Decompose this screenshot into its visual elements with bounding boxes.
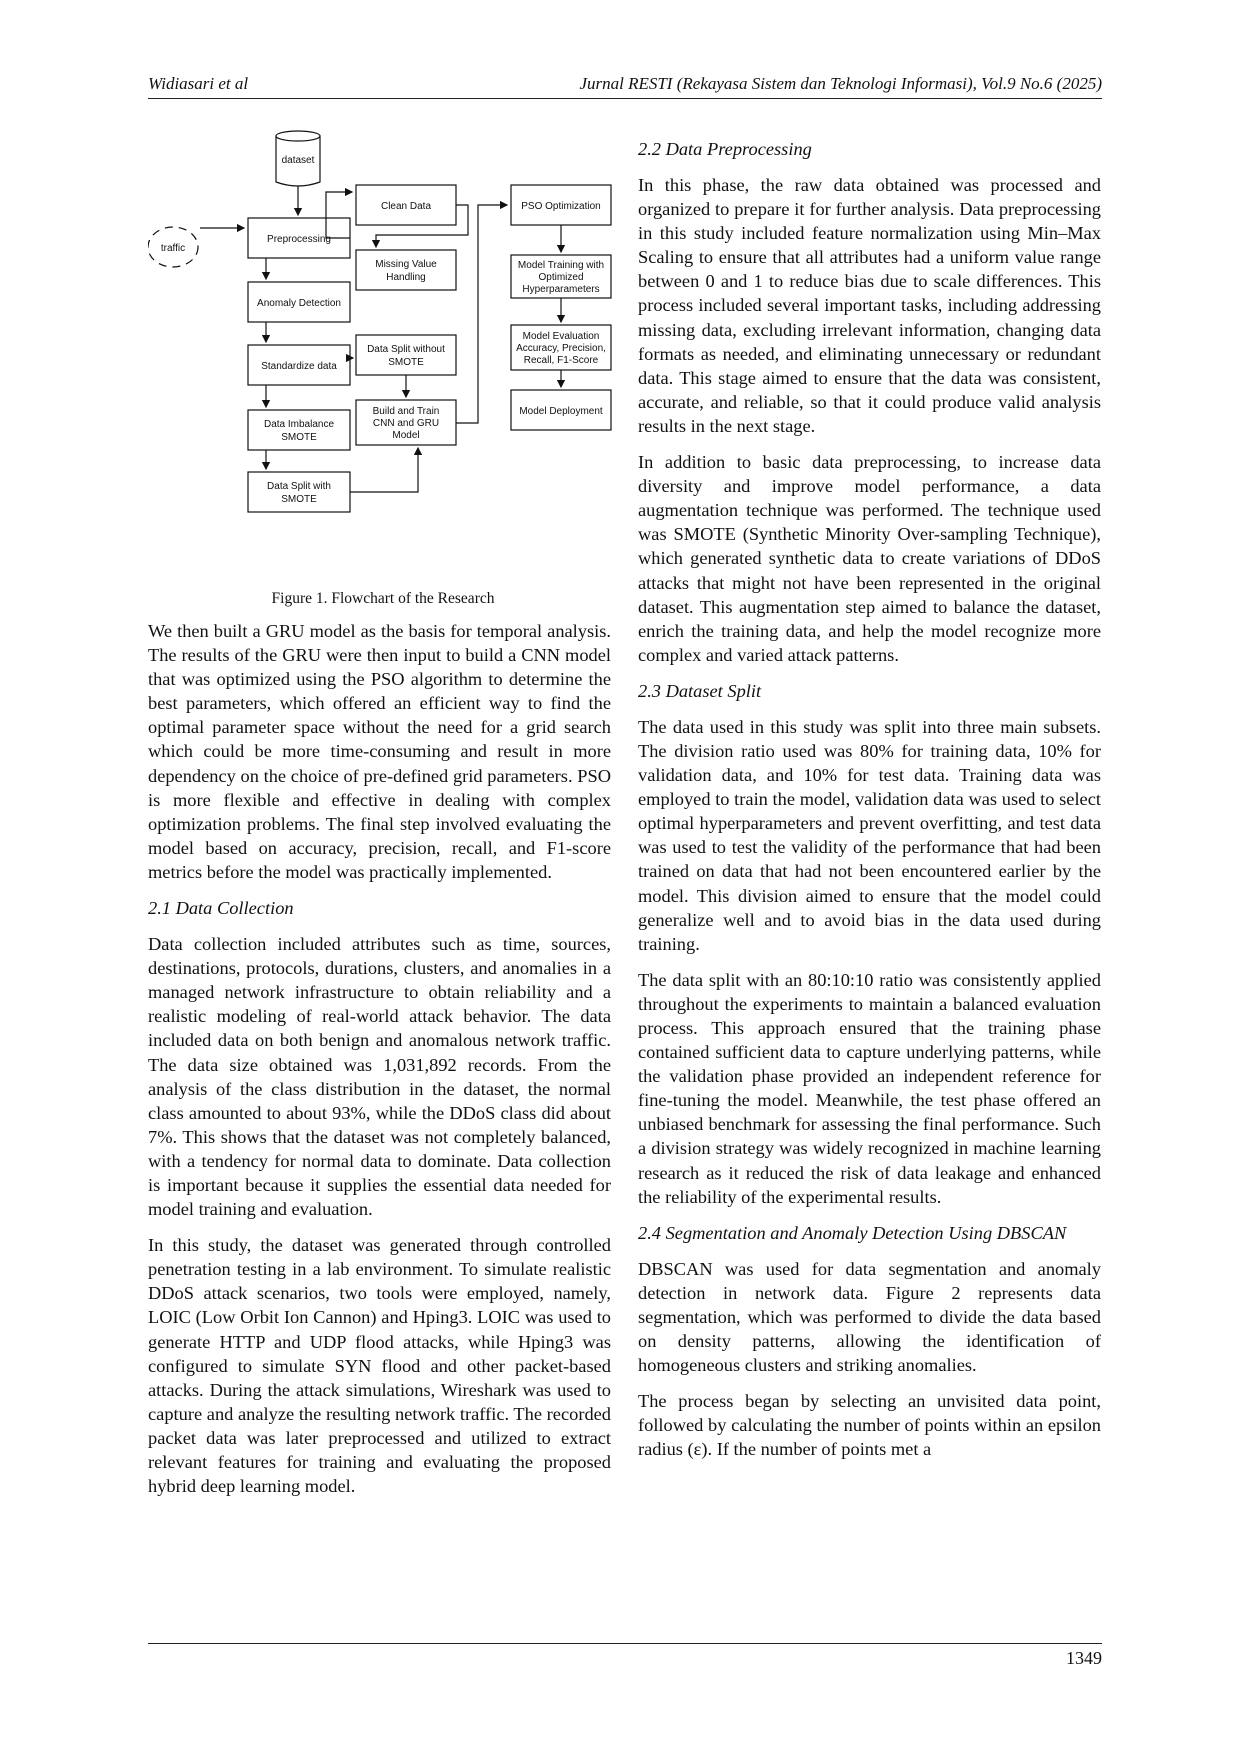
paragraph: In this phase, the raw data obtained was processed and organized to prepare it for further analysis. Data preprocessing in this study included feature normalization using Min–Max Scaling to ensure that all attributes had a uniform value range between 0 and 1 to reduce bias due to scale differences. This process included several important tasks, including addressing missing data, excluding irrelevant information, changing data formats as needed, and eliminating unnecessary or redundant data. This stage aimed to ensure that the data was consistent, accurate, and reliable, so that it could produce valid analysis results in the next stage. — [638, 175, 1101, 436]
paragraph: We then built a GRU model as the basis for temporal analysis. The results of the GRU were then input to build a CNN model that was optimized using the PSO algorithm to determine the best parameters, which offered an efficient way to find the optimal parameter space without the need for a grid search which could be more time-consuming and result in more dependency on the choice of pre-defined grid parameters. PSO is more flexible and effective in dealing with complex optimization problems. The final step involved evaluating the model based on accuracy, precision, recall, and F1-score metrics before the model was practically implemented. — [148, 621, 611, 882]
paragraph: The data split with an 80:10:10 ratio was consistently applied throughout the experiments to maintain a balanced evaluation process. This approach ensured that the training phase contained sufficient data to capture underlying patterns, while the validation phase provided an independent reference for fine-tuning the model. Meanwhile, the test phase offered an unbiased benchmark for assessing the final performance. Such a division strategy was widely recognized in machine learning research as it reduced the risk of data leakage and enhanced the reliability of the experimental results. — [638, 969, 1101, 1207]
box-split-without-smote — [356, 335, 456, 375]
paragraph: The data used in this study was split into three main subsets. The division ratio used was 80% for training data, 10% for validation data, and 10% for test data. Training data was employed to train the model, validation data was used to select optimal hyperparameters and prevent overfitting, and test data was used to test the validity of the performance that had been trained on data that had not been encountered earlier by the model. This division aimed to ensure that the model could generalize well and to avoid bias in the data used during training. — [638, 716, 1101, 954]
box-data-imbalance — [248, 410, 350, 450]
paragraph: Data collection included attributes such as time, sources, destinations, protocols, durations, clusters, and anomalies in a managed network infrastructure to obtain reliability and a realistic modeling of real-world attack behavior. The data included data on both benign and anomalous network traffic. The data size obtained was 1,031,892 records. From the analysis of the class distribution in the dataset, the normal class amounted to about 93%, while the DDoS class did about 7%. This shows that the dataset was not completely balanced, with a tendency for normal data to dominate. Data collection is important because it supplies the essential data needed for model training and evaluation. — [148, 934, 611, 1220]
research-flowchart — [148, 130, 618, 585]
label-split-smote-2: SMOTE — [281, 494, 317, 505]
label-build-3: Model — [392, 430, 420, 441]
section-heading-2-2: 2.2 Data Preprocessing — [638, 139, 812, 159]
label-anomaly-detection: Anomaly Detection — [257, 298, 341, 309]
header-rule — [148, 98, 1102, 99]
running-header-authors: Widiasari et al — [148, 74, 249, 93]
paragraph: In this study, the dataset was generated through controlled penetration testing in a lab environment. To simulate realistic DDoS attack scenarios, two tools were employed, namely, LOIC (Low Orbit Ion Cannon) and Hping3. LOIC was used to generate HTTP and UDP flood attacks, while Hping3 was configured to simulate SYN flood and other packet-based attacks. During the attack simulations, Wireshark was used to capture and analyze the resulting network traffic. The recorded packet data was later preprocessed and utilized to extract relevant features for training and evaluating the proposed hybrid deep learning model. — [148, 1235, 611, 1497]
label-imbalance-2: SMOTE — [281, 432, 317, 443]
section-heading-2-1: 2.1 Data Collection — [148, 898, 294, 919]
label-standardize: Standardize data — [261, 361, 337, 372]
label-train-1: Model Training with — [517, 260, 605, 271]
figure-1 — [148, 130, 618, 607]
section-heading-2-3: 2.3 Dataset Split — [638, 680, 762, 701]
label-preprocessing: Preprocessing — [267, 234, 331, 245]
label-build-2: CNN and GRU — [372, 418, 440, 429]
label-split-smote-1: Data Split with — [267, 481, 331, 492]
left-column — [148, 619, 611, 1510]
label-imbalance-1: Data Imbalance — [263, 419, 335, 430]
label-missing-2: Handling — [386, 272, 426, 283]
label-split-nosmote-1: Data Split without — [367, 344, 445, 355]
section-heading-2-4: 2.4 Segmentation and Anomaly Detection Using DBSCAN — [638, 1222, 1067, 1243]
paragraph: The process began by selecting an unvisited data point, followed by calculating the number of points within an epsilon radius (ε). If the number of points met a — [638, 1391, 1101, 1460]
label-train-2: Optimized — [538, 272, 584, 283]
label-missing-1: Missing Value — [375, 259, 437, 270]
box-missing-value — [356, 250, 456, 290]
label-pso: PSO Optimization — [521, 201, 601, 212]
label-split-nosmote-2: SMOTE — [388, 357, 424, 368]
label-eval-3: Recall, F1-Score — [523, 355, 599, 366]
label-dataset: dataset — [281, 155, 315, 166]
footer-rule — [148, 1643, 1102, 1644]
label-build-1: Build and Train — [372, 406, 440, 417]
label-eval-2: Accuracy, Precision, — [516, 343, 606, 354]
label-traffic: traffic — [160, 243, 186, 254]
label-deployment: Model Deployment — [519, 406, 603, 417]
page-number: 1349 — [1066, 1648, 1102, 1668]
running-header-journal: Jurnal RESTI (Rekayasa Sistem dan Teknologi Informasi), Vol.9 No.6 (2025) — [579, 74, 1102, 93]
label-train-3: Hyperparameters — [522, 284, 600, 295]
label-clean-data: Clean Data — [380, 201, 432, 212]
label-eval-1: Model Evaluation — [522, 331, 600, 342]
right-column — [638, 137, 1101, 1474]
box-split-with-smote — [248, 472, 350, 512]
paragraph: In addition to basic data preprocessing, to increase data diversity and improve model performance, a data augmentation technique was performed. The technique used was SMOTE (Synthetic Minority Over-sampling Technique), which generated synthetic data to create variations of DDoS attacks that might not have been represented in the original dataset. This augmentation step aimed to balance the dataset, enrich the training data, and help the model recognize more complex and varied attack patterns. — [638, 452, 1101, 665]
figure-caption: Figure 1. Flowchart of the Research — [271, 590, 495, 607]
paragraph: DBSCAN was used for data segmentation and anomaly detection in network data. Figure 2 represents data segmentation, which was performed to divide the data based on density patterns, allowing the identification of homogeneous clusters and striking anomalies. — [638, 1258, 1101, 1376]
